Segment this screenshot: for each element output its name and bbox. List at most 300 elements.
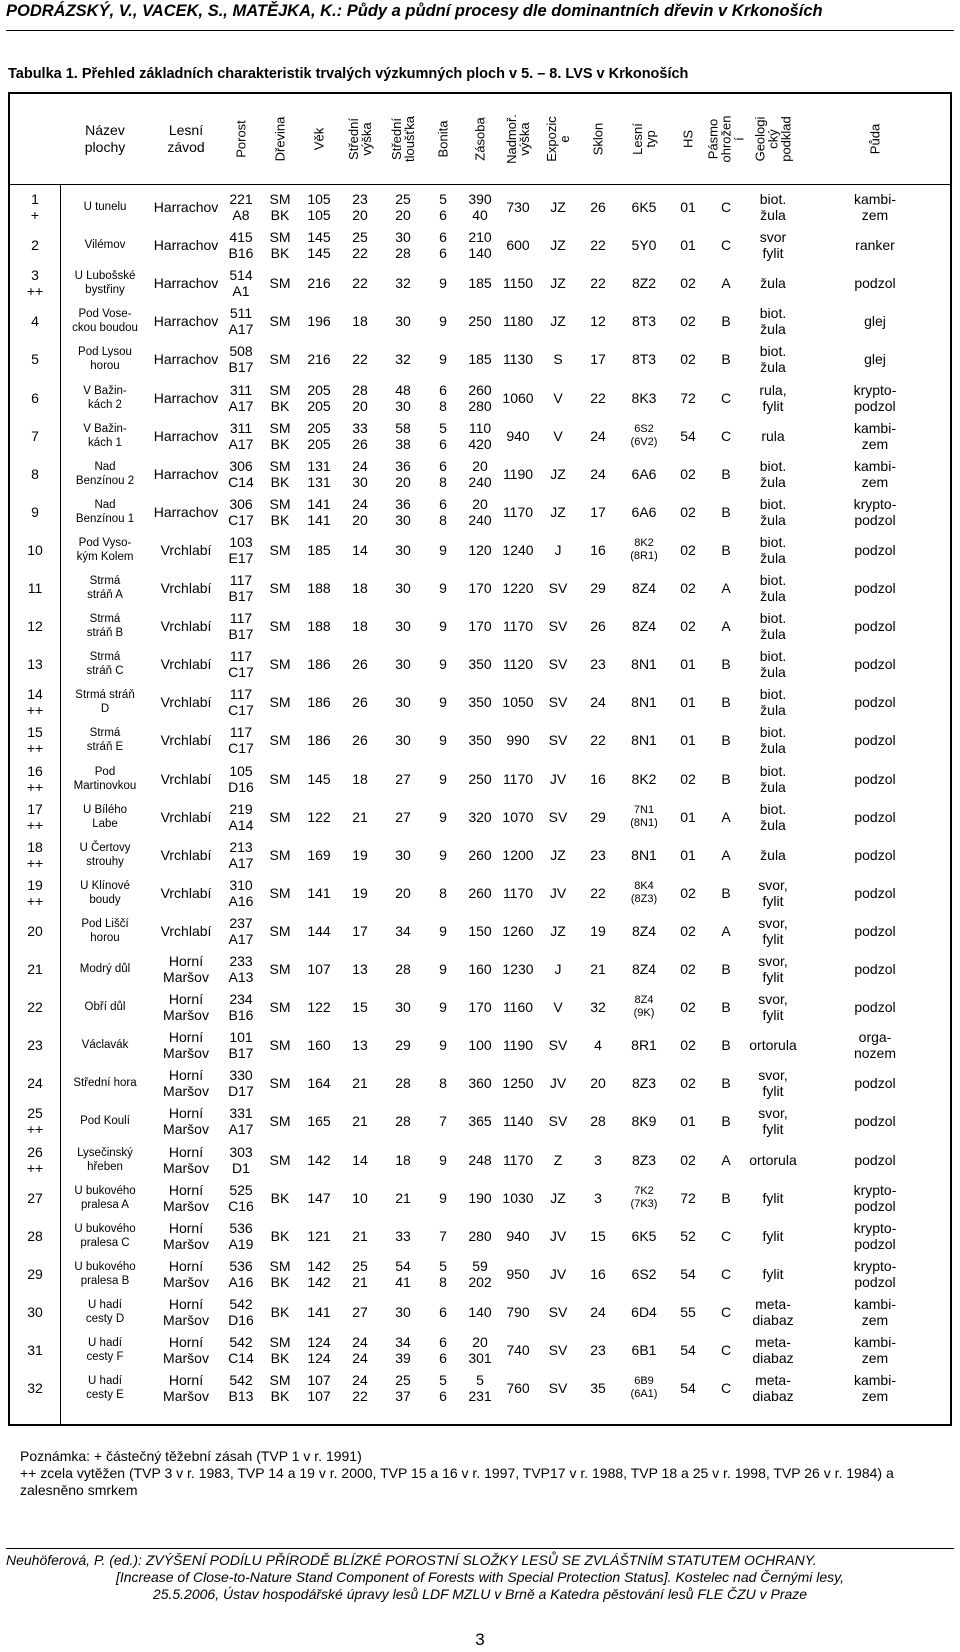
threat-zone: A	[721, 618, 731, 635]
mean-height: 27	[352, 1303, 368, 1320]
bedrock: fylit	[762, 1227, 784, 1244]
forest-district: Horní Maršov	[163, 1334, 209, 1367]
exposure: SV	[548, 808, 568, 825]
stand: 542 B13	[228, 1372, 254, 1405]
table-row	[10, 1293, 950, 1331]
soil: kambi- zem	[853, 419, 896, 452]
forest-type: 8N1	[631, 732, 657, 749]
running-header: PODRÁZSKÝ, V., VACEK, S., MATĚJKA, K.: Půdy a půdní procesy dle dominantních dřevin v Krkonoších	[6, 2, 823, 20]
hs: 02	[680, 1151, 696, 1168]
age: 141	[307, 1303, 331, 1320]
hdr-stredni-tloustka-label: Střední tloušťka	[389, 115, 417, 163]
soil: podzol	[854, 808, 896, 825]
mean-diameter: 27	[395, 808, 411, 825]
site-index: 8	[439, 1075, 447, 1092]
threat-zone: C	[720, 1303, 732, 1320]
threat-zone: B	[721, 961, 731, 978]
age: 121	[307, 1227, 331, 1244]
footer-line-3: 25.5.2006, Ústav hospodářské úpravy lesů LDF MZLU v Brně a Katedra pěstování lesů FLE ČZU v Praze	[152, 1586, 808, 1602]
table-caption: Tabulka 1. Přehled základních charakteristik trvalých výzkumných ploch v 5. – 8. LVS v Krkonoších	[8, 66, 689, 82]
bedrock: svor, fylit	[758, 953, 788, 986]
hdr-hs	[670, 98, 706, 180]
forest-type: 8R1	[631, 1037, 657, 1054]
exposure: V	[553, 427, 563, 444]
mean-diameter: 21	[395, 1189, 411, 1206]
site-characteristics-table	[8, 92, 952, 1426]
bedrock: biot. žula	[759, 343, 787, 376]
mean-diameter: 30	[395, 732, 411, 749]
slope: 32	[590, 999, 606, 1016]
plot-name: Strmá stráň C	[86, 651, 124, 678]
site-index: 9	[439, 580, 447, 597]
bedrock: biot. žula	[759, 610, 787, 643]
plot-number: 30	[27, 1303, 43, 1320]
slope: 17	[590, 503, 606, 520]
age: 186	[307, 656, 331, 673]
mean-diameter: 33	[395, 1227, 411, 1244]
forest-type: 6B9 (6A1)	[630, 1375, 658, 1401]
exposure: JZ	[550, 922, 566, 939]
altitude: 1220	[502, 580, 534, 597]
threat-zone: C	[720, 199, 732, 216]
tree-species: SM	[269, 922, 291, 939]
forest-type: 6D4	[631, 1303, 657, 1320]
tree-species: SM	[269, 770, 291, 787]
threat-zone: B	[721, 541, 731, 558]
mean-diameter: 30	[395, 580, 411, 597]
forest-type: 6S2 (6V2)	[630, 422, 658, 448]
plot-number: 25 ++	[26, 1105, 44, 1138]
mean-height: 18	[352, 770, 368, 787]
forest-type: 8N1	[631, 694, 657, 711]
hdr-lesni-typ-label: Lesní typ	[630, 123, 658, 155]
mean-height: 14	[352, 1151, 368, 1168]
soil: podzol	[854, 656, 896, 673]
bedrock: meta- diabaz	[752, 1372, 794, 1405]
altitude: 1060	[502, 389, 534, 406]
tree-species: SM	[269, 1037, 291, 1054]
exposure: JV	[549, 770, 567, 787]
table-row	[10, 1255, 950, 1293]
age: 164	[307, 1075, 331, 1092]
age: 188	[307, 580, 331, 597]
bedrock: biot. žula	[759, 648, 787, 681]
hs: 02	[680, 351, 696, 368]
hdr-sklon	[580, 98, 616, 180]
forest-district: Horní Maršov	[163, 1257, 209, 1290]
stand: 117 B17	[228, 572, 254, 605]
stand: 311 A17	[228, 419, 254, 452]
soil: glej	[864, 351, 886, 368]
exposure: JZ	[550, 846, 566, 863]
stand: 306 C14	[228, 457, 254, 490]
altitude: 990	[506, 732, 530, 749]
bedrock: svor fylit	[759, 229, 787, 262]
threat-zone: B	[721, 999, 731, 1016]
site-index: 9	[439, 1151, 447, 1168]
altitude: 1070	[502, 808, 534, 825]
forest-district: Horní Maršov	[163, 953, 209, 986]
plot-number: 31	[27, 1342, 43, 1359]
plot-name: U hadí cesty D	[85, 1298, 125, 1325]
table-row	[10, 836, 950, 874]
exposure: JV	[549, 1265, 567, 1282]
stand: 542 C14	[228, 1334, 254, 1367]
altitude: 1240	[502, 541, 534, 558]
hs: 72	[680, 1189, 696, 1206]
header-divider	[10, 184, 950, 185]
altitude: 940	[506, 427, 530, 444]
hdr-vek	[301, 98, 337, 180]
soil: ranker	[855, 237, 895, 254]
age: 216	[307, 351, 331, 368]
site-index: 9	[439, 770, 447, 787]
plot-name: Střední hora	[73, 1077, 137, 1090]
plot-name: Lysečinský hřeben	[77, 1146, 133, 1173]
exposure: JZ	[550, 237, 566, 254]
threat-zone: B	[721, 1075, 731, 1092]
growing-stock: 260 280	[468, 381, 492, 414]
age: 169	[307, 846, 331, 863]
stand: 117 C17	[228, 648, 254, 681]
exposure: SV	[548, 1113, 568, 1130]
plot-name: Strmá stráň B	[86, 613, 124, 640]
mean-height: 26	[352, 732, 368, 749]
slope: 17	[590, 351, 606, 368]
stand: 415 B16	[228, 229, 254, 262]
tree-species: SM BK	[269, 1257, 291, 1290]
threat-zone: C	[720, 1342, 732, 1359]
hs: 01	[680, 656, 696, 673]
hdr-stredni-tloustka	[385, 98, 421, 180]
growing-stock: 250	[468, 770, 492, 787]
table-row	[10, 683, 950, 721]
stand: 221 A8	[229, 191, 253, 224]
stand: 311 A17	[228, 381, 254, 414]
hdr-nazev-plochy: Název plochy	[84, 122, 126, 155]
slope: 16	[590, 1265, 606, 1282]
growing-stock: 110 420	[468, 419, 492, 452]
slope: 22	[590, 389, 606, 406]
tree-species: SM BK	[269, 191, 291, 224]
plot-name: Strmá stráň A	[87, 575, 123, 602]
plot-name: U hadí cesty E	[86, 1375, 124, 1402]
tree-species: SM	[269, 732, 291, 749]
hdr-drevina-label: Dřevina	[272, 116, 288, 162]
plot-name: U hadí cesty F	[86, 1337, 124, 1364]
mean-height: 33 26	[352, 419, 368, 452]
table-row	[10, 1026, 950, 1064]
slope: 24	[590, 1303, 606, 1320]
citation-footer	[6, 1552, 954, 1603]
site-index: 5 6	[439, 1372, 447, 1405]
stand: 508 B17	[228, 343, 254, 376]
threat-zone: A	[721, 275, 731, 292]
plot-number: 21	[27, 961, 43, 978]
stand: 213 A17	[228, 838, 254, 871]
site-index: 9	[439, 1189, 447, 1206]
soil: krypto- podzol	[853, 1257, 897, 1290]
age: 141	[307, 884, 331, 901]
hdr-porost-label: Porost	[233, 120, 249, 158]
plot-number: 32	[27, 1380, 43, 1397]
altitude: 1190	[502, 465, 534, 482]
exposure: SV	[548, 656, 568, 673]
table-row	[10, 607, 950, 645]
hs: 02	[680, 1037, 696, 1054]
forest-district: Vrchlabí	[160, 580, 212, 597]
soil: podzol	[854, 541, 896, 558]
hdr-bonita	[425, 98, 461, 180]
site-index: 9	[439, 656, 447, 673]
altitude: 1160	[502, 999, 534, 1016]
mean-diameter: 32	[395, 275, 411, 292]
threat-zone: C	[720, 389, 732, 406]
mean-diameter: 54 41	[395, 1257, 411, 1290]
soil: podzol	[854, 1113, 896, 1130]
hdr-puda	[857, 98, 893, 180]
bedrock: biot. žula	[759, 191, 787, 224]
stand: 219 A14	[228, 800, 254, 833]
hs: 01	[680, 846, 696, 863]
stand: 511 A17	[228, 305, 254, 338]
forest-district: Harrachov	[153, 313, 219, 330]
slope: 20	[590, 1075, 606, 1092]
forest-district: Harrachov	[153, 351, 219, 368]
hs: 02	[680, 999, 696, 1016]
altitude: 1170	[502, 884, 534, 901]
hs: 02	[680, 770, 696, 787]
stand: 536 A19	[228, 1219, 254, 1252]
slope: 21	[590, 961, 606, 978]
table-row	[10, 569, 950, 607]
forest-type: 8Z4	[631, 961, 657, 978]
plot-number: 3 ++	[26, 267, 44, 300]
tree-species: SM BK	[269, 229, 291, 262]
mean-height: 18	[352, 580, 368, 597]
bedrock: biot. žula	[759, 533, 787, 566]
tree-species: SM BK	[269, 419, 291, 452]
hdr-stredni-vyska	[342, 98, 378, 180]
table-row	[10, 874, 950, 912]
mean-height: 13	[352, 961, 368, 978]
table-row	[10, 493, 950, 531]
slope: 12	[590, 313, 606, 330]
hs: 02	[680, 580, 696, 597]
mean-diameter: 28	[395, 961, 411, 978]
plot-name: Nad Benzínou 2	[75, 460, 135, 487]
site-index: 9	[439, 351, 447, 368]
exposure: J	[554, 541, 562, 558]
forest-type: 7N1 (8N1)	[630, 803, 658, 829]
soil: podzol	[854, 580, 896, 597]
exposure: JV	[549, 1075, 567, 1092]
plot-number: 24	[27, 1075, 43, 1092]
growing-stock: 170	[468, 580, 492, 597]
plot-number: 4	[31, 313, 39, 330]
hdr-zasoba	[462, 98, 498, 180]
growing-stock: 190	[468, 1189, 492, 1206]
stand: 536 A16	[228, 1257, 254, 1290]
mean-diameter: 25 37	[395, 1372, 411, 1405]
stand: 103 E17	[228, 533, 254, 566]
table-note	[20, 1448, 950, 1499]
plot-number: 1 +	[30, 191, 40, 224]
forest-type: 8Z4 (9K)	[633, 994, 655, 1020]
plot-number: 22	[27, 999, 43, 1016]
forest-district: Horní Maršov	[163, 1067, 209, 1100]
bedrock: ortorula	[749, 1037, 797, 1054]
mean-height: 22	[352, 275, 368, 292]
table-row	[10, 379, 950, 417]
footer-rule	[6, 1548, 954, 1549]
stand: 542 D16	[228, 1295, 254, 1328]
age: 188	[307, 618, 331, 635]
growing-stock: 20 301	[468, 1334, 492, 1367]
threat-zone: A	[721, 580, 731, 597]
hs: 72	[680, 389, 696, 406]
hs: 02	[680, 884, 696, 901]
site-index: 6 6	[439, 229, 447, 262]
growing-stock: 320	[468, 808, 492, 825]
forest-type: 8N1	[631, 656, 657, 673]
tree-species: SM	[269, 1113, 291, 1130]
bedrock: biot. žula	[759, 305, 787, 338]
soil: podzol	[854, 961, 896, 978]
site-index: 5 6	[439, 191, 447, 224]
plot-number: 23	[27, 1037, 43, 1054]
mean-height: 21	[352, 1113, 368, 1130]
stand: 117 C17	[228, 686, 254, 719]
slope: 26	[590, 199, 606, 216]
threat-zone: B	[721, 884, 731, 901]
plot-number: 11	[27, 580, 43, 597]
table-row	[10, 455, 950, 493]
age: 141 141	[307, 495, 331, 528]
table-row	[10, 1217, 950, 1255]
forest-type: 8Z3	[631, 1151, 657, 1168]
table-row	[10, 912, 950, 950]
forest-type: 8K3	[631, 389, 657, 406]
plot-name: Strmá stráň E	[86, 727, 124, 754]
bedrock: biot. žula	[759, 495, 787, 528]
slope: 26	[590, 618, 606, 635]
slope: 35	[590, 1380, 606, 1397]
growing-stock: 260	[468, 846, 492, 863]
growing-stock: 365	[468, 1113, 492, 1130]
soil: podzol	[854, 846, 896, 863]
bedrock: svor, fylit	[758, 876, 788, 909]
slope: 19	[590, 922, 606, 939]
threat-zone: B	[721, 656, 731, 673]
bedrock: svor, fylit	[758, 1067, 788, 1100]
hdr-bonita-label: Bonita	[435, 120, 451, 158]
site-index: 7	[439, 1227, 447, 1244]
hs: 02	[680, 465, 696, 482]
forest-type: 8Z4	[631, 618, 657, 635]
age: 185	[307, 541, 331, 558]
threat-zone: C	[720, 427, 732, 444]
hdr-lesni-typ	[626, 98, 662, 180]
table-row	[10, 760, 950, 798]
hs: 54	[680, 1342, 696, 1359]
growing-stock: 59 202	[468, 1257, 492, 1290]
stand: 514 A1	[229, 267, 253, 300]
bedrock: biot. žula	[759, 724, 787, 757]
site-index: 5 6	[439, 419, 447, 452]
page-number: 3	[475, 1630, 485, 1649]
mean-height: 25 21	[352, 1257, 368, 1290]
threat-zone: C	[720, 1265, 732, 1282]
mean-diameter: 25 20	[395, 191, 411, 224]
exposure: JZ	[550, 313, 566, 330]
site-index: 6 6	[439, 1334, 447, 1367]
exposure: SV	[548, 694, 568, 711]
hs: 01	[680, 694, 696, 711]
growing-stock: 5 231	[468, 1372, 492, 1405]
altitude: 1170	[502, 1151, 534, 1168]
tree-species: SM BK	[269, 381, 291, 414]
threat-zone: B	[721, 351, 731, 368]
table-row	[10, 1102, 950, 1140]
growing-stock: 210 140	[468, 229, 492, 262]
forest-district: Harrachov	[153, 275, 219, 292]
threat-zone: C	[720, 1227, 732, 1244]
slope: 24	[590, 427, 606, 444]
mean-diameter: 30	[395, 656, 411, 673]
bedrock: svor, fylit	[758, 991, 788, 1024]
site-index: 8	[439, 884, 447, 901]
site-index: 9	[439, 732, 447, 749]
tree-species: SM	[269, 961, 291, 978]
forest-district: Vrchlabí	[160, 770, 212, 787]
hs: 02	[680, 313, 696, 330]
plot-name: V Bažin- kách 1	[83, 422, 127, 449]
slope: 16	[590, 541, 606, 558]
plot-number: 16 ++	[26, 762, 44, 795]
hdr-sklon-label: Sklon	[590, 122, 606, 156]
hdr-porost	[223, 98, 259, 180]
altitude: 1120	[502, 656, 534, 673]
mean-height: 25 22	[352, 229, 368, 262]
forest-district: Horní Maršov	[163, 1143, 209, 1176]
tree-species: SM	[269, 618, 291, 635]
threat-zone: B	[721, 1189, 731, 1206]
growing-stock: 100	[468, 1037, 492, 1054]
growing-stock: 280	[468, 1227, 492, 1244]
hs: 02	[680, 618, 696, 635]
hdr-nadmorska-vyska-label: Nadmoř. výška	[504, 114, 532, 164]
soil: podzol	[854, 1075, 896, 1092]
age: 165	[307, 1113, 331, 1130]
stand: 310 A16	[228, 876, 254, 909]
site-index: 6	[439, 1303, 447, 1320]
growing-stock: 248	[468, 1151, 492, 1168]
altitude: 730	[506, 199, 530, 216]
exposure: JV	[549, 1227, 567, 1244]
growing-stock: 360	[468, 1075, 492, 1092]
threat-zone: B	[721, 694, 731, 711]
mean-diameter: 28	[395, 1075, 411, 1092]
mean-diameter: 29	[395, 1037, 411, 1054]
stand: 105 D16	[228, 762, 254, 795]
site-index: 9	[439, 1037, 447, 1054]
hs: 02	[680, 503, 696, 520]
threat-zone: A	[721, 922, 731, 939]
age: 216	[307, 275, 331, 292]
mean-height: 14	[352, 541, 368, 558]
site-index: 6 8	[439, 495, 447, 528]
